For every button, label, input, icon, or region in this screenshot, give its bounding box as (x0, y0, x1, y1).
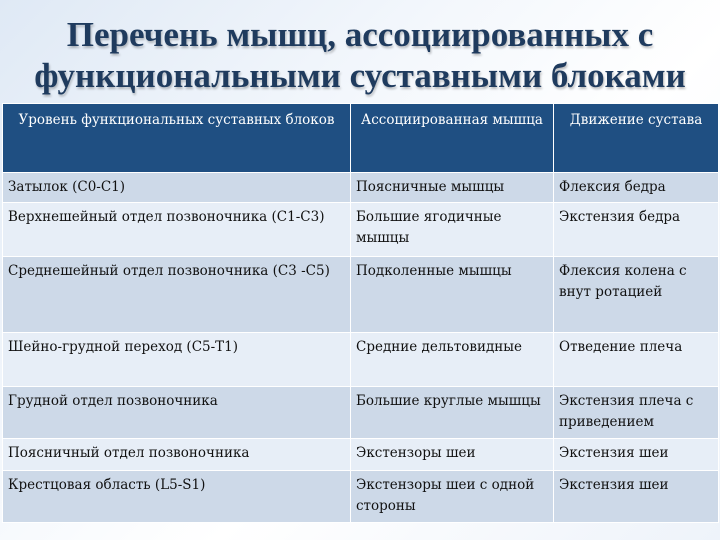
table-row (3, 173, 719, 203)
cell-muscle: Экстензоры шеи (351, 439, 554, 471)
cell-muscle: Большие круглые мышцы (351, 387, 554, 439)
cell-muscle: Экстензоры шеи с одной стороны (351, 471, 554, 523)
page-title (0, 14, 720, 96)
header-joint-level: Уровень функциональных суставных блоков (3, 104, 351, 173)
title-line-2: функциональными суставными блоками (34, 56, 686, 95)
cell-level: Затылок (С0-С1) (3, 173, 351, 203)
cell-movement: Экстензия шеи (554, 439, 719, 471)
header-movement: Движение сустава (554, 104, 719, 173)
cell-level: Крестцовая область (L5-S1) (3, 471, 351, 523)
cell-movement: Экстензия бедра (554, 203, 719, 257)
cell-muscle: Средние дельтовидные (351, 333, 554, 387)
cell-movement: Экстензия шеи (554, 471, 719, 523)
cell-level: Грудной отдел позвоночника (3, 387, 351, 439)
title-line-1: Перечень мышц, ассоциированных с (66, 15, 654, 54)
cell-level: Среднешейный отдел позвоночника (С3 -С5) (3, 257, 351, 333)
table-row (3, 333, 719, 387)
cell-movement: Флексия колена с внут ротацией (554, 257, 719, 333)
cell-muscle: Большие ягодичные мышцы (351, 203, 554, 257)
table-row (3, 203, 719, 257)
cell-movement: Экстензия плеча с приведением (554, 387, 719, 439)
cell-muscle: Поясничные мышцы (351, 173, 554, 203)
table-row (3, 257, 719, 333)
cell-level: Верхнешейный отдел позвоночника (С1-С3) (3, 203, 351, 257)
table-row (3, 387, 719, 439)
cell-level: Поясничный отдел позвоночника (3, 439, 351, 471)
muscle-table (2, 103, 719, 523)
cell-movement: Отведение плеча (554, 333, 719, 387)
cell-level: Шейно-грудной переход (С5-Т1) (3, 333, 351, 387)
header-muscle: Ассоциированная мышца (351, 104, 554, 173)
cell-movement: Флексия бедра (554, 173, 719, 203)
table-row (3, 439, 719, 471)
cell-muscle: Подколенные мышцы (351, 257, 554, 333)
table-header-row (3, 104, 719, 173)
table-row (3, 471, 719, 523)
